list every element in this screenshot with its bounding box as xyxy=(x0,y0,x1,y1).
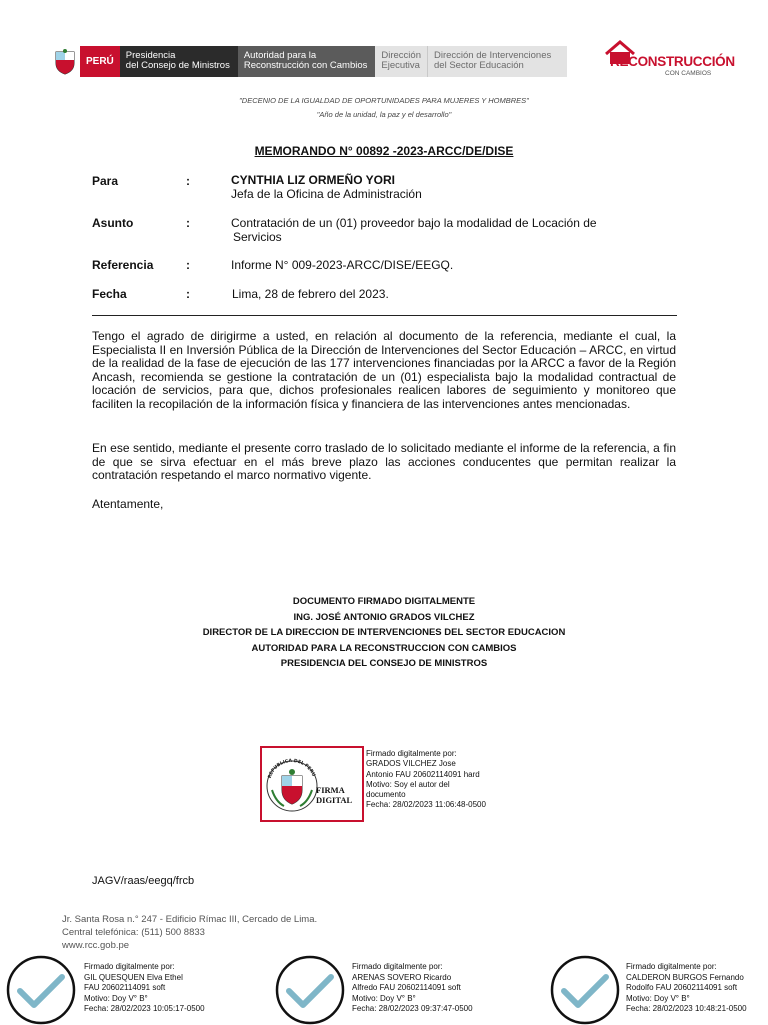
digital-label: DIGITAL xyxy=(316,795,353,805)
visado-line: FAU 20602114091 soft xyxy=(84,983,166,993)
signature-line-2: ING. JOSÉ ANTONIO GRADOS VILCHEZ xyxy=(293,611,475,623)
signature-line-3: DIRECTOR DE LA DIRECCION DE INTERVENCIONES DEL SECTOR EDUCACION xyxy=(202,627,566,638)
fecha-value: Lima, 28 de febrero del 2023. xyxy=(232,287,389,301)
dise-line-2: del Sector Educación xyxy=(434,60,524,71)
firma-digital-stamp xyxy=(260,746,364,822)
initials: JAGV/raas/eegq/frcb xyxy=(92,875,195,887)
dise-label xyxy=(428,46,567,77)
visado-1-info xyxy=(84,962,205,1015)
visado-line: CALDERON BURGOS Fernando xyxy=(626,972,744,982)
para-role: Jefa de la Oficina de Administración xyxy=(231,187,422,201)
asunto-label: Asunto xyxy=(92,216,134,230)
de-label xyxy=(375,46,428,77)
stamp-info-line: documento xyxy=(366,790,406,800)
visado-line: Fecha: 28/02/2023 10:48:21-0500 xyxy=(626,1004,747,1014)
asunto-line-1: Contratación de un (01) proveedor bajo la modalidad de Locación de xyxy=(231,216,597,230)
visado-line: Firmado digitalmente por: xyxy=(626,962,717,971)
stamp-info xyxy=(366,749,486,811)
para-colon: : xyxy=(186,174,190,188)
check-circle-icon xyxy=(6,955,76,1025)
footer-phone: Central telefónica: (511) 500 8833 xyxy=(62,927,205,939)
asunto-line-2: Servicios xyxy=(233,230,282,244)
closing: Atentamente, xyxy=(92,497,164,511)
de-line-1: Dirección xyxy=(381,50,421,61)
visado-3-info xyxy=(626,962,747,1015)
visado-line: ARENAS SOVERO Ricardo xyxy=(352,972,452,982)
stamp-info-line: Fecha: 28/02/2023 11:06:48-0500 xyxy=(366,800,486,810)
pcm-line-1: Presidencia xyxy=(125,50,176,61)
check-circle-icon xyxy=(275,955,345,1025)
body-paragraph-2: En ese sentido, mediante el presente corro traslado de lo solicitado mediante el informe de la referencia, a fin de que se sirva efectuar en el más breve plazo las acciones conducentes que permitan realizar la contratación respetando el marco normativo vigente. xyxy=(92,441,676,483)
visado-line: Alfredo FAU 20602114091 soft xyxy=(352,983,461,993)
visado-line: Rodolfo FAU 20602114091 soft xyxy=(626,983,738,993)
peru-seal-icon xyxy=(262,748,362,820)
asunto-colon: : xyxy=(186,216,190,230)
logo-text: RECONSTRUCCIÓN xyxy=(610,54,735,69)
year-motto: "Año de la unidad, la paz y el desarrollo" xyxy=(316,110,452,119)
visado-line: Fecha: 28/02/2023 09:37:47-0500 xyxy=(352,1004,473,1014)
footer-website: www.rcc.gob.pe xyxy=(62,940,130,952)
signature-block xyxy=(0,594,768,672)
visado-line: Motivo: Doy V° B° xyxy=(352,993,416,1003)
fecha-label: Fecha xyxy=(92,287,127,301)
peru-coat-of-arms-icon xyxy=(50,46,80,77)
referencia-value: Informe N° 009-2023-ARCC/DISE/EEGQ. xyxy=(231,258,454,272)
stamp-info-line: Antonio FAU 20602114091 hard xyxy=(366,769,480,779)
signature-line-5: PRESIDENCIA DEL CONSEJO DE MINISTROS xyxy=(280,658,488,669)
arcc-line-1: Autoridad para la xyxy=(243,50,317,61)
visado-line: Firmado digitalmente por: xyxy=(84,962,175,971)
de-line-2: Ejecutiva xyxy=(381,60,420,71)
arcc-line-2: Reconstrucción con Cambios xyxy=(243,60,368,71)
para-name: CYNTHIA LIZ ORMEÑO YORI xyxy=(231,173,396,187)
pcm-line-2: del Consejo de Ministros xyxy=(125,60,230,71)
referencia-label: Referencia xyxy=(92,258,154,272)
stamp-info-line: Firmado digitalmente por: xyxy=(366,749,457,758)
fecha-colon: : xyxy=(186,287,190,301)
footer-address: Jr. Santa Rosa n.° 247 - Edificio Rímac III, Cercado de Lima. xyxy=(62,914,318,925)
para-label: Para xyxy=(92,174,119,188)
pcm-label xyxy=(120,46,238,77)
firma-label: FIRMA xyxy=(316,785,345,795)
peru-label: PERÚ xyxy=(80,46,120,77)
check-circle-icon xyxy=(550,955,620,1025)
header-divider xyxy=(92,315,677,316)
visado-line: GIL QUESQUEN Elva Ethel xyxy=(84,972,183,982)
svg-text:REPUBLICA DEL PERU: REPUBLICA DEL PERU xyxy=(267,758,316,780)
firma-digital-label xyxy=(316,785,352,805)
signature-line-4: AUTORIDAD PARA LA RECONSTRUCCION CON CAMBIOS xyxy=(251,642,517,654)
stamp-info-line: Motivo: Soy el autor del xyxy=(366,779,450,789)
visado-2-info xyxy=(352,962,473,1015)
visado-line: Motivo: Doy V° B° xyxy=(626,993,690,1003)
visado-line: Firmado digitalmente por: xyxy=(352,962,443,971)
stamp-info-line: GRADOS VILCHEZ Jose xyxy=(366,759,456,769)
dise-line-1: Dirección de Intervenciones xyxy=(434,50,552,61)
government-banner xyxy=(50,46,567,77)
memo-title: MEMORANDO N° 00892 -2023-ARCC/DE/DISE xyxy=(254,144,514,158)
visado-line: Motivo: Doy V° B° xyxy=(84,993,148,1003)
body-paragraph-1: Tengo el agrado de dirigirme a usted, en relación al documento de la referencia, mediante el cual, la Especialista II en Inversión Pública de la Dirección de Intervenciones del Sector Educación – ARCC, en virtud de la realidad de la fase de ejecución de las 177 intervenciones financiadas por la ARCC a favor de la Región Ancash, recomienda se gestione la contratación de un (01) especialista bajo la modalidad contractual de locación de servicios, para que, dichos profesionales realicen labores de seguimiento y monitoreo que faciliten la recopilación de la información física y financiera de las intervenciones antes mencionadas. xyxy=(92,329,676,411)
decenio-motto: "DECENIO DE LA IGUALDAD DE OPORTUNIDADES PARA MUJERES Y HOMBRES" xyxy=(239,96,529,105)
logo-subtext: CON CAMBIOS xyxy=(665,70,712,77)
arcc-label xyxy=(238,46,376,77)
visado-line: Fecha: 28/02/2023 10:05:17-0500 xyxy=(84,1004,205,1014)
signature-line-1: DOCUMENTO FIRMADO DIGITALMENTE xyxy=(292,596,476,607)
referencia-colon: : xyxy=(186,258,190,272)
footer-address-block xyxy=(62,913,317,953)
